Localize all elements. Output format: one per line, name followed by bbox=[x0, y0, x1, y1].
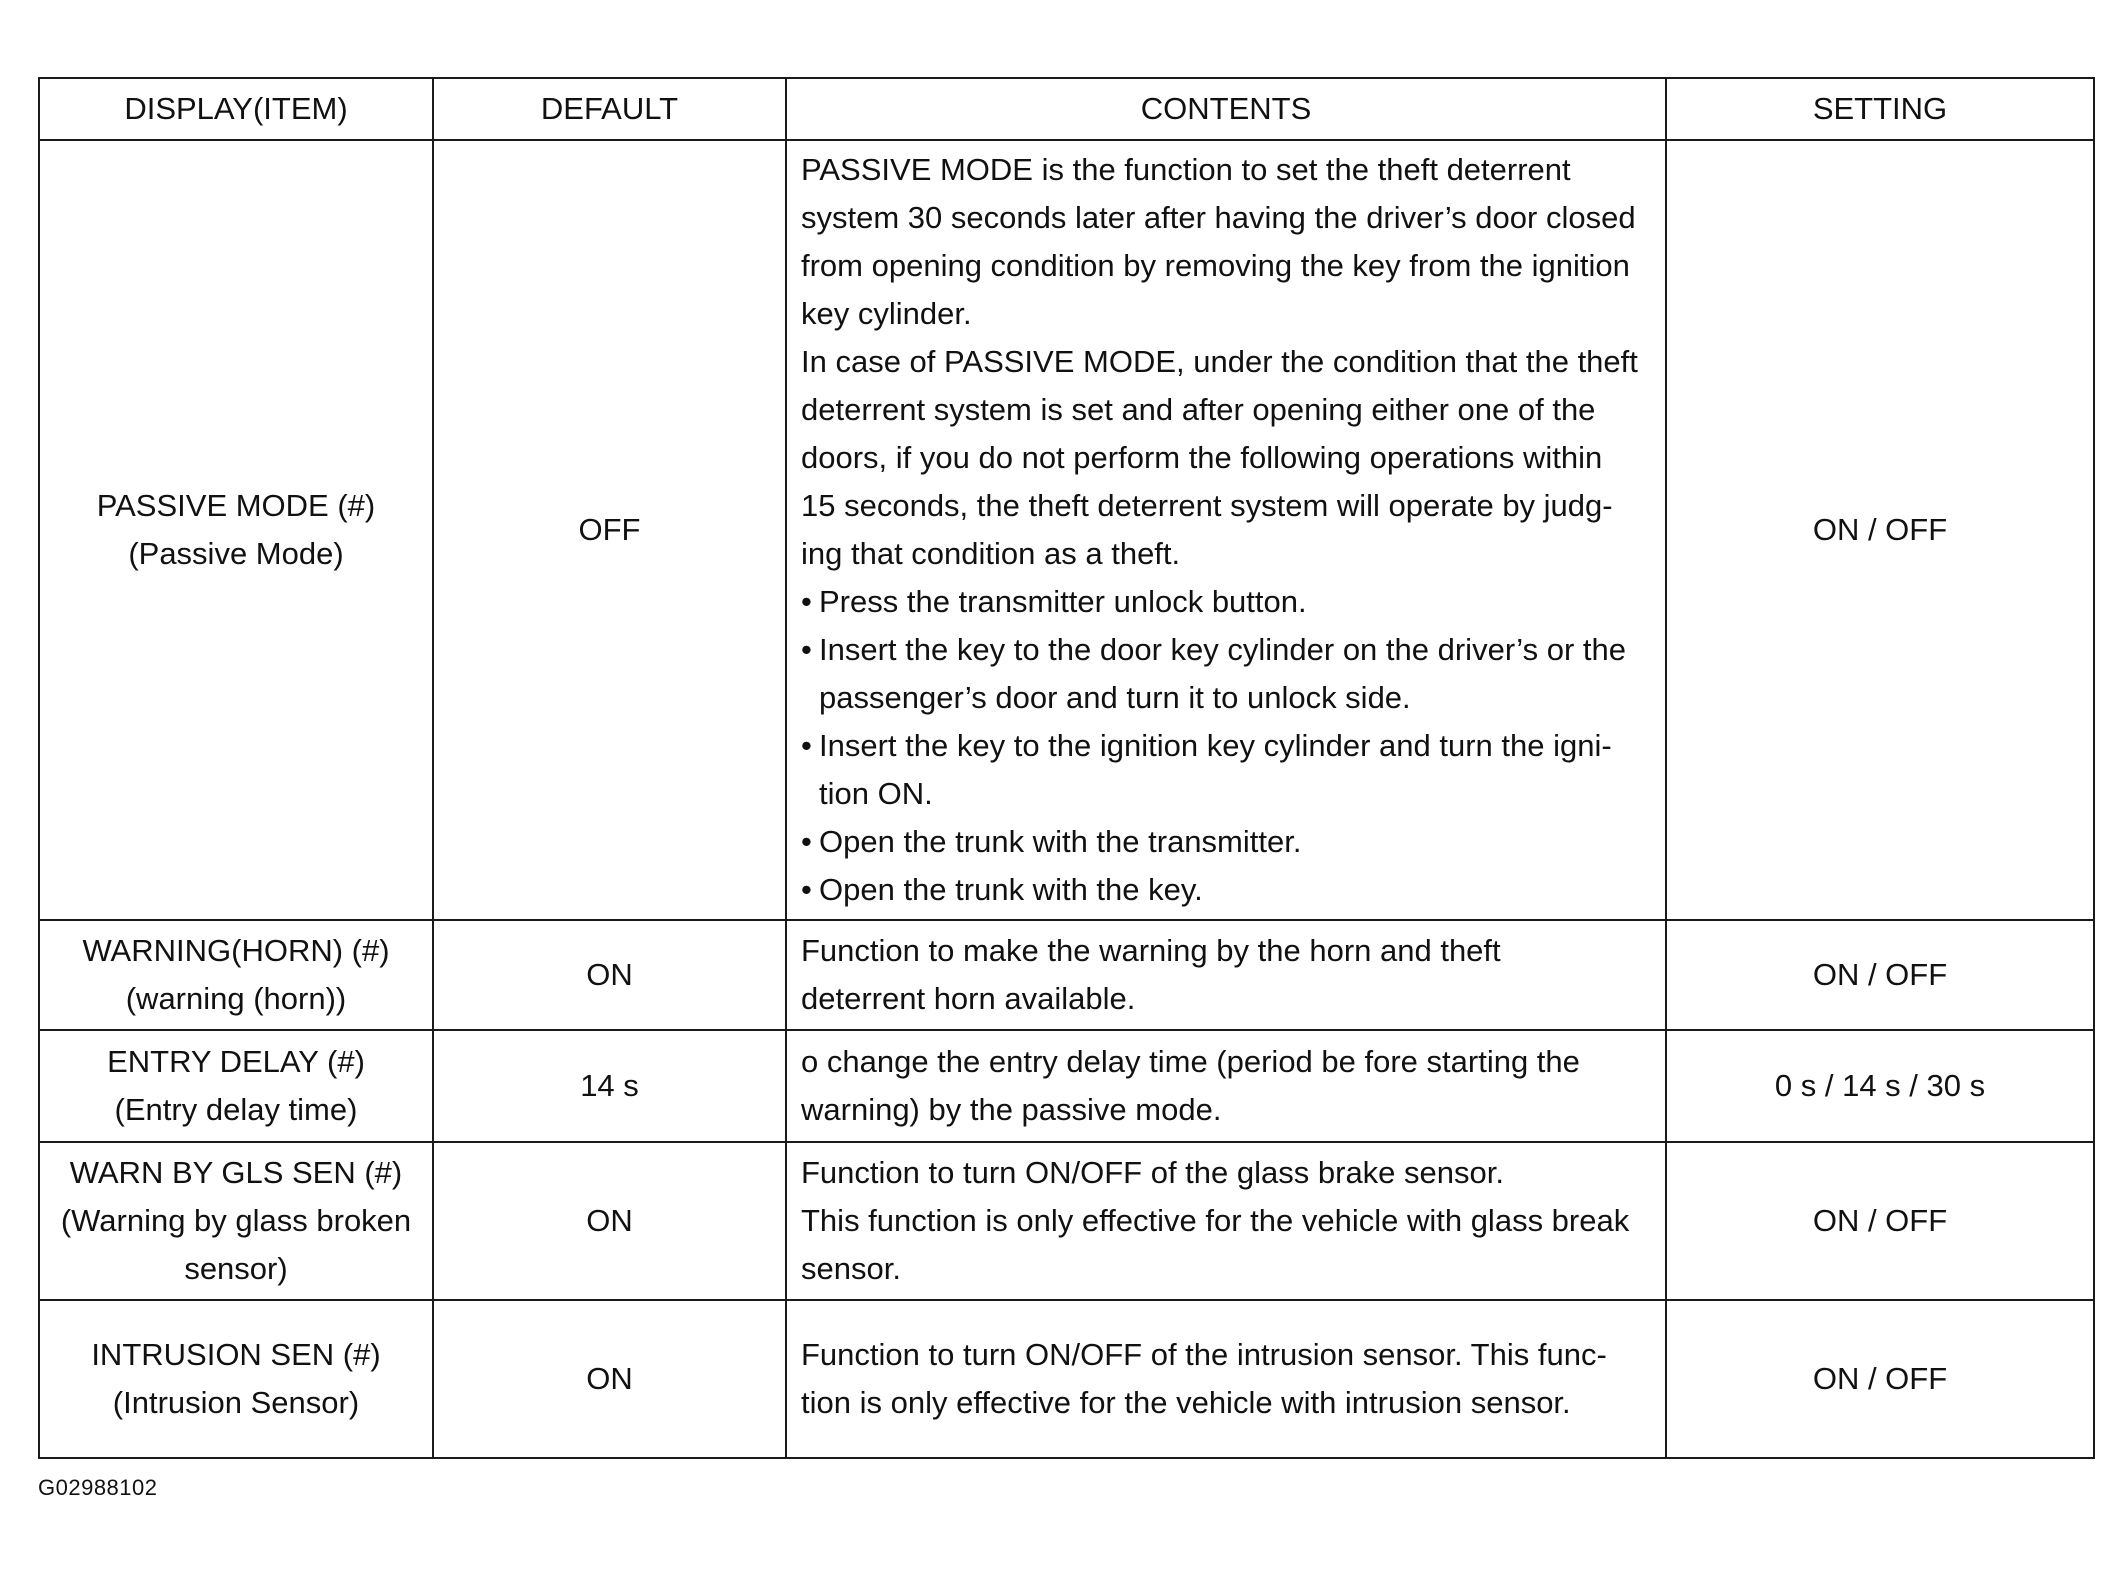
item-cell bbox=[39, 140, 433, 920]
contents-line: deterrent horn available. bbox=[801, 981, 1136, 1016]
header-display-item: DISPLAY(ITEM) bbox=[39, 78, 433, 140]
header-default: DEFAULT bbox=[433, 78, 786, 140]
setting-value: ON / OFF bbox=[1666, 1142, 2094, 1300]
item-name: WARNING(HORN) (#) bbox=[82, 933, 390, 968]
table-row-intrusion-sen bbox=[39, 1300, 2094, 1458]
contents-line: sensor. bbox=[801, 1251, 901, 1286]
setting-value: 0 s / 14 s / 30 s bbox=[1666, 1030, 2094, 1142]
contents-line: system 30 seconds later after having the driver’s door closed bbox=[801, 200, 1636, 235]
bullet-icon: • bbox=[801, 632, 812, 667]
item-description: (warning (horn)) bbox=[125, 981, 347, 1016]
header-contents: CONTENTS bbox=[786, 78, 1666, 140]
header-setting: SETTING bbox=[1666, 78, 2094, 140]
contents-line: o change the entry delay time (period be fore starting the bbox=[801, 1044, 1580, 1079]
bullet-text: Insert the key to the ignition key cylinder and turn the igni- bbox=[819, 728, 1612, 763]
bullet-icon: • bbox=[801, 584, 812, 619]
item-name: ENTRY DELAY (#) bbox=[107, 1044, 365, 1079]
contents-cell bbox=[786, 140, 1666, 920]
setting-value: ON / OFF bbox=[1666, 1300, 2094, 1458]
bullet-item bbox=[801, 626, 1651, 674]
contents-line: from opening condition by removing the key from the ignition bbox=[801, 248, 1630, 283]
contents-line: In case of PASSIVE MODE, under the condition that the theft bbox=[801, 344, 1638, 379]
item-name: PASSIVE MODE (#) bbox=[96, 488, 376, 523]
contents-line: PASSIVE MODE is the function to set the theft deterrent bbox=[801, 152, 1571, 187]
settings-table bbox=[38, 77, 2095, 1459]
bullet-icon: • bbox=[801, 728, 812, 763]
item-description: (Passive Mode) bbox=[128, 536, 344, 571]
contents-line: Function to make the warning by the horn and theft bbox=[801, 933, 1501, 968]
contents-line: ing that condition as a theft. bbox=[801, 536, 1181, 571]
bullet-item bbox=[801, 818, 1651, 866]
table-row-warning-horn bbox=[39, 920, 2094, 1030]
contents-line: tion is only effective for the vehicle with intrusion sensor. bbox=[801, 1385, 1571, 1420]
item-cell bbox=[39, 1142, 433, 1300]
default-value: ON bbox=[433, 1300, 786, 1458]
contents-line: deterrent system is set and after opening either one of the bbox=[801, 392, 1596, 427]
bullet-text: Press the transmitter unlock button. bbox=[819, 584, 1307, 619]
bullet-text: Open the trunk with the key. bbox=[819, 872, 1203, 907]
bullet-icon: • bbox=[801, 872, 812, 907]
contents-line: Function to turn ON/OFF of the intrusion sensor. This func- bbox=[801, 1337, 1607, 1372]
contents-cell bbox=[786, 1030, 1666, 1142]
item-cell bbox=[39, 920, 433, 1030]
contents-line: key cylinder. bbox=[801, 296, 972, 331]
item-cell bbox=[39, 1300, 433, 1458]
item-description: (Intrusion Sensor) bbox=[112, 1385, 360, 1420]
contents-line: 15 seconds, the theft deterrent system will operate by judg- bbox=[801, 488, 1613, 523]
contents-line: This function is only effective for the vehicle with glass break bbox=[801, 1203, 1630, 1238]
item-name: WARN BY GLS SEN (#) bbox=[69, 1155, 403, 1190]
table-row-entry-delay bbox=[39, 1030, 2094, 1142]
figure-code: G02988102 bbox=[38, 1475, 158, 1500]
item-description: sensor) bbox=[184, 1251, 288, 1286]
default-value: OFF bbox=[433, 140, 786, 920]
default-value: 14 s bbox=[433, 1030, 786, 1142]
item-name: INTRUSION SEN (#) bbox=[91, 1337, 381, 1372]
item-cell bbox=[39, 1030, 433, 1142]
contents-line: warning) by the passive mode. bbox=[801, 1092, 1222, 1127]
item-description: (Warning by glass broken bbox=[60, 1203, 412, 1238]
setting-value: ON / OFF bbox=[1666, 920, 2094, 1030]
bullet-item bbox=[801, 866, 1651, 914]
bullet-icon: • bbox=[801, 824, 812, 859]
bullet-item bbox=[801, 578, 1651, 626]
setting-value: ON / OFF bbox=[1666, 140, 2094, 920]
bullet-item bbox=[801, 722, 1651, 770]
bullet-text: Insert the key to the door key cylinder on the driver’s or the bbox=[819, 632, 1626, 667]
bullet-text-continued: tion ON. bbox=[819, 776, 933, 811]
bullet-text-continued: passenger’s door and turn it to unlock side. bbox=[819, 680, 1411, 715]
item-description: (Entry delay time) bbox=[114, 1092, 358, 1127]
contents-cell bbox=[786, 1142, 1666, 1300]
contents-line: doors, if you do not perform the following operations within bbox=[801, 440, 1603, 475]
contents-cell bbox=[786, 920, 1666, 1030]
contents-line: Function to turn ON/OFF of the glass brake sensor. bbox=[801, 1155, 1504, 1190]
default-value: ON bbox=[433, 1142, 786, 1300]
table-row-warn-by-gls-sen bbox=[39, 1142, 2094, 1300]
table-header-row bbox=[39, 78, 2094, 140]
contents-cell bbox=[786, 1300, 1666, 1458]
bullet-text: Open the trunk with the transmitter. bbox=[819, 824, 1302, 859]
default-value: ON bbox=[433, 920, 786, 1030]
table-row-passive-mode bbox=[39, 140, 2094, 920]
